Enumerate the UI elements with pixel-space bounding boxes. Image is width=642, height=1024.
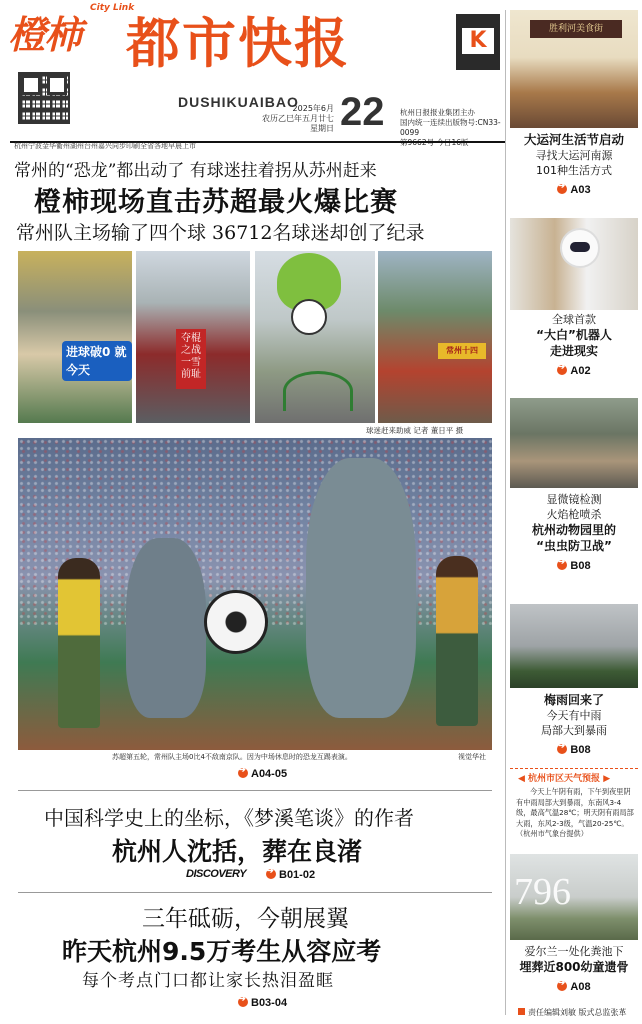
sidebar-subline: 全球首款	[552, 313, 596, 326]
page-ref-label: B08	[570, 744, 591, 756]
k-logo-letter: K	[462, 28, 494, 54]
story3-page-ref[interactable]	[238, 997, 287, 1009]
issue-date	[262, 104, 334, 134]
lead-headline[interactable]: 橙柿现场直击苏超最火爆比赛	[34, 187, 398, 218]
lead-subhead[interactable]: 常州队主场输了四个球 36712名球迷却创了纪录	[16, 222, 425, 244]
sidebar-item-plum-rain[interactable]	[510, 692, 638, 757]
k-logo-icon	[456, 14, 500, 70]
page-ref-label: A08	[570, 981, 591, 993]
publisher-line: 国内统一连续出版物号:CN33-0099	[400, 118, 501, 137]
sidebar-item-canal-festival[interactable]	[510, 132, 638, 197]
sidebar-photo-rainy-sky[interactable]	[510, 604, 638, 688]
sidebar-page-ref[interactable]	[557, 981, 590, 993]
fan-banner: 常州十四	[438, 343, 486, 359]
sidebar-subline: 局部大到暴雨	[541, 724, 607, 737]
lead-page-ref[interactable]	[238, 768, 287, 780]
photo-frog-mascot-bicycle[interactable]	[255, 251, 375, 423]
sidebar	[510, 10, 638, 1020]
sidebar-photo-ireland-memorial[interactable]	[510, 854, 638, 940]
arrow-circle-icon	[238, 768, 248, 778]
publisher-line: 杭州日报报业集团主办	[400, 108, 475, 117]
sidebar-headline: “大白”机器人	[536, 328, 612, 342]
arrow-circle-icon	[238, 997, 248, 1007]
page-ref-label: A03	[570, 184, 591, 196]
fan-sign: 进球破0 就今天	[62, 341, 132, 381]
story2-kicker[interactable]: 中国科学史上的坐标，《梦溪笔谈》的作者	[44, 806, 414, 830]
weather-forecast-box	[510, 768, 638, 848]
publisher-line	[400, 138, 508, 148]
big-photo-credit: 视觉华社	[458, 753, 486, 761]
date-gregorian: 2025年6月	[292, 104, 334, 113]
robot-icon	[560, 228, 600, 268]
performer-cowboy	[58, 558, 100, 728]
issue-day: 22	[340, 90, 385, 134]
story3-headline[interactable]: 昨天杭州9.5万考生从容应考	[62, 937, 382, 966]
sidebar-headline: 梅雨回来了	[543, 693, 604, 707]
sidebar-page-ref[interactable]	[557, 560, 590, 572]
qr-code-icon[interactable]	[18, 72, 70, 124]
photo-fans-with-banners[interactable]	[378, 251, 492, 423]
sidebar-photo-robot[interactable]	[510, 218, 638, 310]
weather-title: ◀ 杭州市区天气预报 ▶	[518, 774, 611, 784]
story3-kicker[interactable]: 三年砥砺，今朝展翼	[142, 906, 349, 932]
photo-dinosaur-halftime-show[interactable]	[18, 438, 492, 750]
sidebar-subline: 显微镜检测	[546, 493, 602, 506]
memorial-number: 796	[514, 871, 571, 913]
sidebar-page-ref[interactable]	[557, 184, 590, 196]
page-ref-label: A04-05	[251, 768, 288, 780]
lead-kicker[interactable]: 常州的“恐龙”都出动了 有球迷拄着拐从苏州赶来	[14, 161, 377, 181]
photo-fans-in-rain[interactable]	[136, 251, 250, 423]
sidebar-item-robot[interactable]	[510, 312, 638, 378]
sidebar-headline: 埋葬近800幼童遗骨	[519, 960, 629, 974]
sidebar-subline: 火焰枪喷杀	[546, 508, 602, 521]
newspaper-title: 都市快报	[126, 12, 350, 75]
page-ref-label: A02	[570, 365, 591, 377]
sidebar-item-ireland[interactable]	[510, 944, 638, 994]
sidebar-item-zoo-pest-control[interactable]	[510, 492, 638, 573]
soccer-ball-icon	[291, 299, 327, 335]
title-pinyin: DUSHIKUAIBAO	[178, 94, 299, 110]
dinosaur-costume-small	[126, 538, 206, 718]
column-divider	[505, 10, 506, 1015]
discovery-logo: DISCOVERY	[186, 868, 247, 880]
page-ref-label: B08	[570, 560, 591, 572]
story2-headline[interactable]: 杭州人沈括，葬在良渚	[112, 837, 363, 866]
sidebar-headline: “虫虫防卫战”	[536, 539, 612, 553]
big-photo-caption: 苏超第五轮，常州队主场0比4不敌南京队。因为中场休息时的恐龙互踢表演。	[112, 753, 352, 761]
sidebar-subline: 今天有中雨	[546, 709, 602, 722]
print-note: 杭州宁波金华衢州湖州台州嘉兴同步印刷全省各地早晨上市	[14, 142, 196, 150]
section-divider	[18, 892, 492, 893]
arrow-circle-icon	[557, 365, 567, 375]
sidebar-page-ref[interactable]	[557, 365, 590, 377]
brand-logo[interactable]: 橙柿	[8, 12, 81, 57]
photo-fan-with-sign[interactable]	[18, 251, 132, 423]
date-lunar: 农历乙巳年五月廿七	[262, 114, 334, 123]
section-divider	[18, 790, 492, 791]
arrow-circle-icon	[266, 869, 276, 879]
sidebar-headline: 走进现实	[549, 344, 598, 358]
arrow-circle-icon	[557, 184, 567, 194]
sidebar-photo-zoo-worker[interactable]	[510, 398, 638, 488]
masthead	[0, 0, 506, 150]
weather-body: 今天上午阴有雨，下午到夜里阴有中雨局部大到暴雨，东南风3-4级，最高气温28℃；明天阴有雨局部大雨，东风2-3级，气温20-25℃。（杭州市气象台提供）	[516, 787, 634, 838]
sidebar-headline: 大运河生活节启动	[523, 132, 624, 147]
sidebar-subline: 101种生活方式	[536, 164, 612, 177]
brand-logo-english: City Link	[90, 3, 135, 13]
page-ref-label: B03-04	[251, 997, 288, 1009]
page-ref-label: B01-02	[279, 869, 316, 881]
arrow-circle-icon	[557, 744, 567, 754]
dinosaur-costume-large	[306, 458, 416, 718]
sidebar-headline: 杭州动物园里的	[531, 523, 616, 537]
street-sign: 胜利河美食街	[530, 20, 622, 38]
photo-caption: 球迷赶来助威 记者 董日平 摄	[366, 426, 464, 435]
story2-page-ref[interactable]	[266, 869, 315, 881]
arrow-circle-icon	[557, 560, 567, 570]
sidebar-subline: 寻找大运河南源	[535, 149, 613, 162]
sidebar-subline: 爱尔兰一处化粪池下	[524, 945, 624, 958]
sidebar-page-ref[interactable]	[557, 744, 590, 756]
editor-credits: 责任编辑刘敏 版式总监张革	[518, 1007, 627, 1018]
fan-sign: 夺棍之战 一雪前耻	[176, 329, 206, 389]
arrow-circle-icon	[557, 981, 567, 991]
story3-subhead[interactable]: 每个考点门口都让家长热泪盈眶	[82, 971, 334, 991]
bicycle-icon	[283, 371, 353, 411]
date-weekday: 星期日	[310, 124, 334, 133]
sidebar-photo-food-street[interactable]	[510, 10, 638, 128]
performer-cowboy	[436, 556, 478, 726]
soccer-ball-icon	[204, 590, 268, 654]
